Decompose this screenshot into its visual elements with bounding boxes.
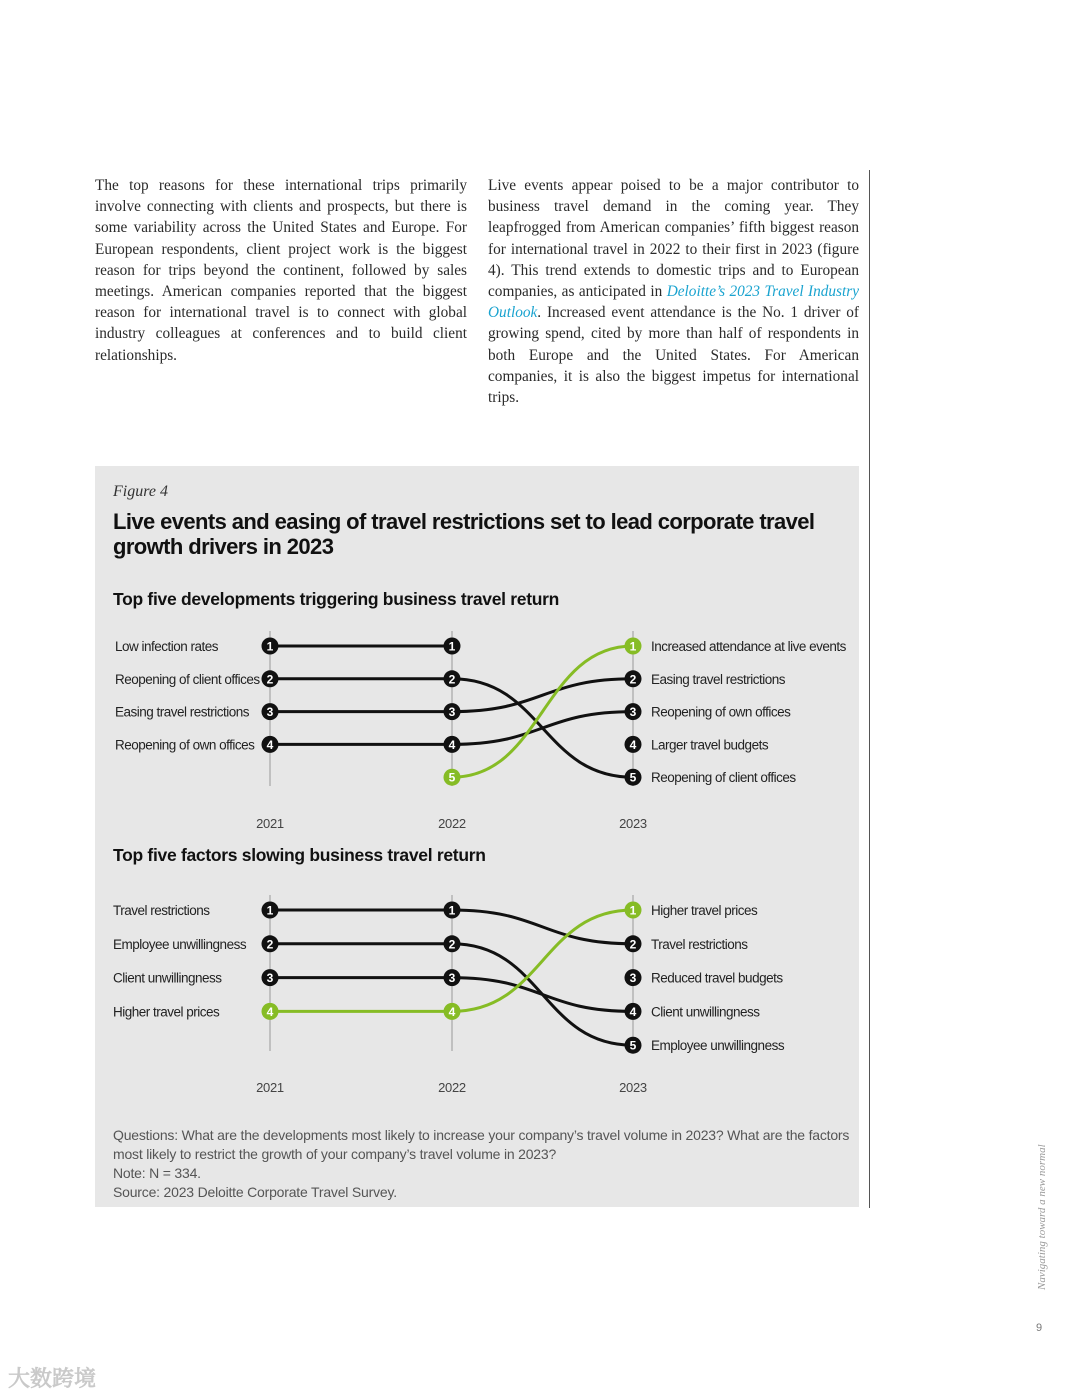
right-label-reopening-of-client-offices: Reopening of client offices	[651, 770, 796, 786]
paragraph-text: Live events appear poised to be a major contributor to business travel demand in the coming year. They leapfrogged from American companies’ fifth biggest reason for international travel in 2022 to their first in 2023 (figure 4). This trend extends to domestic trips and to European companies, as anticipated in	[488, 177, 859, 301]
figure-notes	[113, 1126, 853, 1202]
figure-title: Live events and easing of travel restrictions set to lead corporate travel growth drivers in 2023	[113, 509, 815, 559]
rank-number: 3	[448, 971, 456, 986]
rank-number: 5	[448, 770, 456, 785]
x-tick-label: 2021	[256, 816, 284, 831]
right-label-larger-travel-budgets: Larger travel budgets	[651, 737, 769, 753]
rank-number: 2	[448, 937, 456, 952]
x-tick-label: 2022	[438, 1080, 466, 1095]
right-label-higher-travel-prices: Higher travel prices	[651, 903, 758, 918]
rank-number: 2	[629, 672, 637, 687]
rank-number: 2	[266, 937, 274, 952]
left-label-higher-travel-prices: Higher travel prices	[113, 1004, 220, 1020]
left-label-employee-unwillingness: Employee unwillingness	[113, 936, 247, 952]
notes-questions: Questions: What are the developments most likely to increase your company’s travel volume in 2023? What are the factors most likely to restrict the growth of your company’s travel volume in 2023?	[113, 1127, 850, 1162]
rank-number: 3	[448, 705, 456, 720]
rank-number: 4	[629, 1004, 637, 1019]
left-label-low-infection-rates: Low infection rates	[115, 639, 219, 654]
rank-number: 4	[266, 737, 274, 752]
left-label-reopening-of-own-offices: Reopening of own offices	[115, 737, 255, 753]
left-label-client-unwillingness: Client unwillingness	[113, 970, 222, 986]
column-divider	[869, 170, 870, 1208]
right-label-travel-restrictions: Travel restrictions	[651, 936, 748, 952]
right-label-client-unwillingness: Client unwillingness	[651, 1004, 760, 1020]
rank-number: 4	[629, 737, 637, 752]
chart-title-developments: Top five developments triggering business travel return	[113, 589, 560, 609]
rank-number: 4	[448, 737, 456, 752]
right-label-increased-attendance-at-live-events: Increased attendance at live events	[651, 639, 846, 654]
rank-number: 2	[629, 937, 637, 952]
rank-number: 1	[266, 903, 274, 918]
outlook-link[interactable]: Deloitte’s 2023 Travel Industry Outlook	[488, 283, 860, 322]
x-tick-label: 2023	[619, 1080, 647, 1095]
left-label-reopening-of-client-offices: Reopening of client offices	[115, 671, 260, 687]
notes-source: Source: 2023 Deloitte Corporate Travel Survey.	[113, 1184, 397, 1200]
rank-number: 1	[448, 639, 456, 654]
bump-charts	[95, 466, 859, 1207]
left-label-easing-travel-restrictions: Easing travel restrictions	[115, 704, 250, 720]
rank-number: 2	[266, 672, 274, 687]
x-tick-label: 2023	[619, 816, 647, 831]
notes-note: Note: N = 334.	[113, 1165, 201, 1181]
rank-number: 4	[266, 1004, 274, 1019]
right-label-easing-travel-restrictions: Easing travel restrictions	[651, 671, 786, 687]
rank-number: 3	[629, 971, 637, 986]
page-number: 9	[1036, 1322, 1043, 1334]
watermark: 大数跨境	[8, 1366, 97, 1391]
rank-number: 4	[448, 1004, 456, 1019]
figure-4	[95, 466, 859, 1207]
x-tick-label: 2021	[256, 1080, 284, 1095]
rank-number: 2	[448, 672, 456, 687]
rank-number: 3	[629, 705, 637, 720]
left-label-travel-restrictions: Travel restrictions	[113, 903, 210, 918]
chart-title-factors: Top five factors slowing business travel return	[113, 845, 486, 865]
figure-label: Figure 4	[113, 483, 168, 500]
rank-number: 3	[266, 705, 274, 720]
paragraph-text: . Increased event attendance is the No. 1 driver of growing spend, cited by more than half of respondents in both Europe and the United States. For American companies, it is also the biggest impetus for international trips.	[488, 304, 859, 407]
rank-number: 1	[266, 639, 274, 654]
body-paragraph-left: The top reasons for these international trips primarily involve connecting with clients and prospects, but there is some variability across the United States and Europe. For European respondents, client project work is the biggest reason for trips beyond the continent, followed by sales meetings. American companies reported that the biggest reason for international travel is to connect with global industry colleagues at conferences and to build client relationships.	[95, 177, 467, 364]
right-label-employee-unwillingness: Employee unwillingness	[651, 1038, 785, 1054]
running-title: Navigating toward a new normal	[1036, 1144, 1048, 1290]
rank-number: 5	[629, 770, 637, 785]
rank-number: 1	[629, 639, 637, 654]
rank-number: 1	[448, 903, 456, 918]
right-label-reduced-travel-budgets: Reduced travel budgets	[651, 970, 783, 986]
body-paragraph-right	[488, 175, 859, 408]
rank-number: 5	[629, 1038, 637, 1053]
rank-number: 1	[629, 903, 637, 918]
x-tick-label: 2022	[438, 816, 466, 831]
right-label-reopening-of-own-offices: Reopening of own offices	[651, 704, 791, 720]
rank-number: 3	[266, 971, 274, 986]
